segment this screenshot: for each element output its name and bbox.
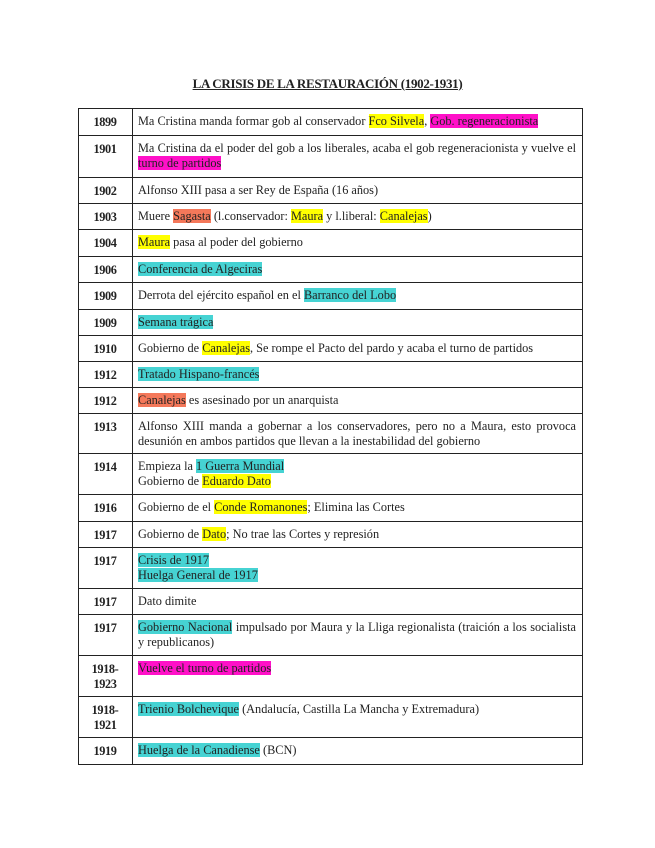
table-row [79,589,583,615]
table-row [79,257,583,283]
event-cell [133,257,583,283]
event-text: Alfonso XIII pasa a ser Rey de España (16 años) [138,183,379,197]
table-row [79,230,583,257]
event-text: Empieza la [138,459,197,473]
year-cell: 1918-1921 [79,697,133,738]
table-row [79,454,583,495]
event-text: Alfonso XIII manda a gobernar a los conservadores, pero no a Maura, esto provoca desunión en ambos partidos que llevan a la inestabilidad del gobierno [138,419,576,448]
table-row [79,310,583,336]
event-cell [133,109,583,136]
highlighted-term: Canalejas [138,393,186,407]
event-text: Dato dimite [138,594,197,608]
highlighted-term: Semana trágica [138,315,214,329]
table-row [79,615,583,656]
table-row [79,414,583,454]
event-cell [133,178,583,204]
year-cell: 1912 [79,388,133,414]
event-text: Gobierno de [138,527,203,541]
highlighted-term: turno de partidos [138,156,222,170]
table-row [79,548,583,589]
highlighted-term: Canalejas [202,341,251,355]
table-row [79,697,583,738]
event-text: Gobierno de [138,341,203,355]
event-text: impulsado por Maura y la Lliga regionalista (traición a los socialista y republicanos) [138,620,576,649]
year-cell: 1918-1923 [79,656,133,697]
year-cell: 1914 [79,454,133,495]
highlighted-term: Trienio Bolchevique [138,702,239,716]
event-text: pasa al poder del gobierno [170,235,303,249]
year-cell: 1902 [79,178,133,204]
event-text: Ma Cristina manda formar gob al conservador [138,114,369,128]
event-text: (l.conservador: [210,209,291,223]
table-row [79,136,583,178]
table-row [79,738,583,765]
table-row [79,362,583,388]
year-cell: 1916 [79,495,133,522]
year-cell: 1904 [79,230,133,257]
event-cell [133,738,583,765]
event-text: (Andalucía, Castilla La Mancha y Extremadura) [239,702,480,716]
highlighted-term: 1 Guerra Mundial [196,459,285,473]
event-cell [133,204,583,230]
highlighted-term: Gobierno Nacional [138,620,233,634]
table-row [79,495,583,522]
highlighted-term: Huelga General de 1917 [138,568,258,582]
table-row [79,178,583,204]
highlighted-term: Dato [202,527,227,541]
event-cell [133,548,583,589]
year-cell: 1917 [79,589,133,615]
year-cell: 1903 [79,204,133,230]
highlighted-term: Gob. regeneracionista [430,114,539,128]
highlighted-term: Barranco del Lobo [303,288,397,302]
timeline-table [78,108,583,765]
year-cell: 1906 [79,257,133,283]
highlighted-term: Conferencia de Algeciras [138,262,263,276]
year-cell: 1917 [79,548,133,589]
event-cell [133,697,583,738]
year-cell: 1901 [79,136,133,178]
highlighted-term: Tratado Hispano-francés [138,367,260,381]
event-cell [133,414,583,454]
event-text: Muere [138,209,174,223]
event-text: ; No trae las Cortes y represión [226,527,380,541]
year-cell: 1912 [79,362,133,388]
year-cell: 1899 [79,109,133,136]
table-row [79,522,583,548]
table-row [79,656,583,697]
table-row [79,336,583,362]
year-cell: 1917 [79,615,133,656]
event-text: , [424,114,431,128]
highlighted-term: Conde Romanones [214,500,308,514]
event-text: ) [427,209,432,223]
year-cell: 1909 [79,283,133,310]
table-row [79,204,583,230]
event-text: Ma Cristina da el poder del gob a los liberales, acaba el gob regeneracionista y vuelve el [138,141,576,155]
event-text: es asesinado por un anarquista [185,393,339,407]
document-title: LA CRISIS DE LA RESTAURACIÓN (1902-1931) [192,76,463,91]
highlighted-term: Fco Silvela [368,114,425,128]
table-row [79,283,583,310]
year-cell: 1919 [79,738,133,765]
event-cell [133,522,583,548]
event-cell [133,454,583,495]
year-cell: 1909 [79,310,133,336]
event-cell [133,283,583,310]
year-cell: 1913 [79,414,133,454]
highlighted-term: Canalejas [379,209,428,223]
event-text: (BCN) [259,743,297,757]
event-cell [133,310,583,336]
highlighted-term: Eduardo Dato [202,474,271,488]
event-text: Gobierno de [138,474,203,488]
event-cell [133,230,583,257]
event-cell [133,656,583,697]
highlighted-term: Maura [291,209,324,223]
event-text: Gobierno de el [138,500,215,514]
highlighted-term: Huelga de la Canadiense [138,743,260,757]
event-text: Derrota del ejército español en el [138,288,304,302]
event-cell [133,615,583,656]
highlighted-term: Sagasta [173,209,211,223]
event-cell [133,495,583,522]
event-cell [133,336,583,362]
event-text: ; Elimina las Cortes [307,500,405,514]
table-row [79,388,583,414]
table-row [79,109,583,136]
event-cell [133,136,583,178]
year-cell: 1917 [79,522,133,548]
event-cell [133,589,583,615]
event-cell [133,388,583,414]
event-text: y l.liberal: [323,209,380,223]
year-cell: 1910 [79,336,133,362]
highlighted-term: Crisis de 1917 [138,553,210,567]
event-text: , Se rompe el Pacto del pardo y acaba el turno de partidos [250,341,534,355]
highlighted-term: Vuelve el turno de partidos [138,661,272,675]
event-cell [133,362,583,388]
highlighted-term: Maura [138,235,171,249]
